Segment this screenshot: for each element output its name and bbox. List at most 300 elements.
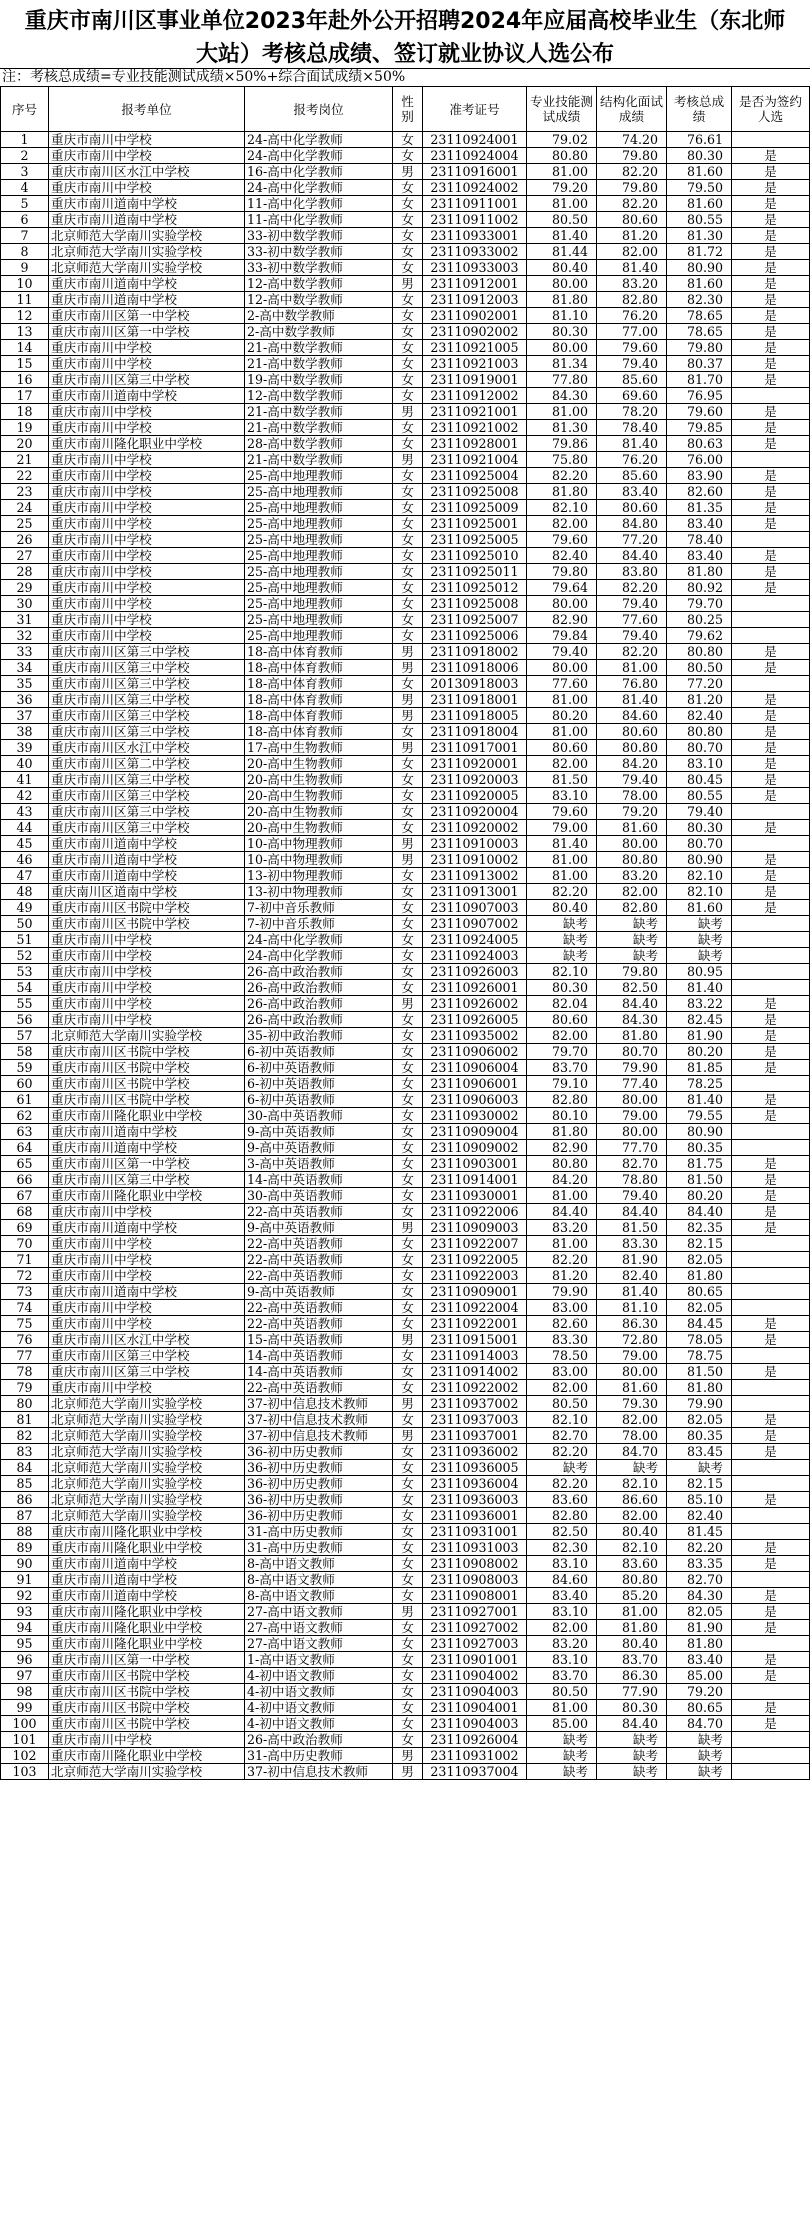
cell-signed: [732, 628, 810, 644]
cell-index: 57: [1, 1028, 49, 1044]
table-row: [1, 964, 810, 980]
cell-total-score: 缺考: [667, 948, 732, 964]
cell-gender: 女: [393, 900, 423, 916]
cell-skill-score: 81.40: [527, 228, 597, 244]
cell-interview-score: 82.20: [597, 644, 667, 660]
cell-signed: 是: [732, 276, 810, 292]
cell-total-score: 78.75: [667, 1348, 732, 1364]
cell-unit: 重庆市南川道南中学校: [49, 196, 245, 212]
cell-index: 26: [1, 532, 49, 548]
cell-index: 84: [1, 1460, 49, 1476]
cell-total-score: 81.85: [667, 1060, 732, 1076]
cell-index: 100: [1, 1716, 49, 1732]
cell-gender: 女: [393, 532, 423, 548]
table-row: [1, 516, 810, 532]
cell-total-score: 82.70: [667, 1572, 732, 1588]
cell-exam-id: 23110912001: [423, 276, 527, 292]
cell-gender: 女: [393, 516, 423, 532]
cell-unit: 重庆市南川中学校: [49, 468, 245, 484]
table-row: [1, 788, 810, 804]
cell-interview-score: 80.80: [597, 1572, 667, 1588]
cell-position: 26-高中政治教师: [245, 996, 393, 1012]
cell-skill-score: 82.80: [527, 1508, 597, 1524]
cell-position: 14-高中英语教师: [245, 1172, 393, 1188]
cell-position: 25-高中地理教师: [245, 516, 393, 532]
cell-signed: [732, 1284, 810, 1300]
cell-index: 12: [1, 308, 49, 324]
cell-skill-score: 81.80: [527, 292, 597, 308]
cell-signed: [732, 1348, 810, 1364]
cell-unit: 重庆市南川道南中学校: [49, 1284, 245, 1300]
cell-exam-id: 23110925006: [423, 628, 527, 644]
cell-index: 94: [1, 1620, 49, 1636]
cell-total-score: 76.61: [667, 132, 732, 148]
cell-total-score: 79.55: [667, 1108, 732, 1124]
cell-interview-score: 85.60: [597, 468, 667, 484]
cell-skill-score: 82.90: [527, 1140, 597, 1156]
cell-unit: 重庆市南川道南中学校: [49, 292, 245, 308]
table-row: [1, 356, 810, 372]
cell-position: 4-初中语文教师: [245, 1684, 393, 1700]
cell-index: 9: [1, 260, 49, 276]
cell-unit: 重庆市南川区书院中学校: [49, 1060, 245, 1076]
cell-interview-score: 72.80: [597, 1332, 667, 1348]
cell-position: 13-初中物理教师: [245, 884, 393, 900]
cell-skill-score: 83.30: [527, 1332, 597, 1348]
table-row: [1, 436, 810, 452]
cell-unit: 重庆市南川隆化职业中学校: [49, 1540, 245, 1556]
cell-interview-score: 83.30: [597, 1236, 667, 1252]
cell-gender: 女: [393, 292, 423, 308]
header-exam-id: 准考证号: [423, 87, 527, 132]
cell-total-score: 83.40: [667, 1652, 732, 1668]
cell-signed: 是: [732, 1060, 810, 1076]
cell-gender: 女: [393, 1652, 423, 1668]
cell-exam-id: 23110918001: [423, 692, 527, 708]
cell-signed: 是: [732, 868, 810, 884]
cell-position: 20-高中生物教师: [245, 772, 393, 788]
cell-exam-id: 23110924001: [423, 132, 527, 148]
cell-skill-score: 80.30: [527, 324, 597, 340]
table-row: [1, 1156, 810, 1172]
cell-skill-score: 83.10: [527, 1604, 597, 1620]
cell-unit: 北京师范大学南川实验学校: [49, 1492, 245, 1508]
cell-index: 86: [1, 1492, 49, 1508]
cell-unit: 北京师范大学南川实验学校: [49, 228, 245, 244]
cell-index: 6: [1, 212, 49, 228]
cell-exam-id: 23110919001: [423, 372, 527, 388]
cell-signed: [732, 532, 810, 548]
cell-interview-score: 82.80: [597, 900, 667, 916]
cell-signed: 是: [732, 884, 810, 900]
cell-skill-score: 82.50: [527, 1524, 597, 1540]
cell-position: 12-高中数学教师: [245, 388, 393, 404]
cell-unit: 重庆市南川区第三中学校: [49, 692, 245, 708]
cell-index: 45: [1, 836, 49, 852]
cell-signed: [732, 1476, 810, 1492]
cell-unit: 重庆市南川中学校: [49, 1252, 245, 1268]
cell-interview-score: 84.40: [597, 1204, 667, 1220]
cell-exam-id: 23110928001: [423, 436, 527, 452]
cell-unit: 重庆市南川区第三中学校: [49, 804, 245, 820]
cell-unit: 重庆市南川中学校: [49, 500, 245, 516]
cell-gender: 女: [393, 1636, 423, 1652]
formula-note: 注：考核总成绩=专业技能测试成绩×50%+综合面试成绩×50%: [0, 68, 810, 86]
cell-total-score: 82.30: [667, 292, 732, 308]
cell-signed: 是: [732, 1428, 810, 1444]
cell-skill-score: 82.20: [527, 1476, 597, 1492]
cell-total-score: 82.40: [667, 708, 732, 724]
cell-unit: 重庆市南川区第一中学校: [49, 1652, 245, 1668]
cell-skill-score: 80.20: [527, 708, 597, 724]
cell-index: 98: [1, 1684, 49, 1700]
cell-gender: 女: [393, 676, 423, 692]
cell-exam-id: 23110908003: [423, 1572, 527, 1588]
cell-signed: [732, 804, 810, 820]
cell-skill-score: 82.20: [527, 884, 597, 900]
cell-gender: 女: [393, 356, 423, 372]
cell-position: 8-高中语文教师: [245, 1588, 393, 1604]
cell-index: 58: [1, 1044, 49, 1060]
cell-signed: [732, 612, 810, 628]
cell-exam-id: 23110907003: [423, 900, 527, 916]
cell-total-score: 81.60: [667, 164, 732, 180]
cell-position: 33-初中数学教师: [245, 244, 393, 260]
cell-gender: 女: [393, 1588, 423, 1604]
cell-gender: 女: [393, 1092, 423, 1108]
cell-exam-id: 23110931003: [423, 1540, 527, 1556]
table-row: [1, 1668, 810, 1684]
cell-skill-score: 80.00: [527, 340, 597, 356]
cell-total-score: 缺考: [667, 1732, 732, 1748]
cell-interview-score: 84.20: [597, 756, 667, 772]
table-row: [1, 196, 810, 212]
cell-signed: 是: [732, 1012, 810, 1028]
cell-index: 29: [1, 580, 49, 596]
cell-position: 26-高中政治教师: [245, 964, 393, 980]
cell-unit: 重庆市南川区书院中学校: [49, 1700, 245, 1716]
cell-signed: 是: [732, 308, 810, 324]
cell-position: 20-高中生物教师: [245, 804, 393, 820]
cell-position: 20-高中生物教师: [245, 820, 393, 836]
table-row: [1, 868, 810, 884]
cell-total-score: 81.60: [667, 196, 732, 212]
cell-total-score: 82.20: [667, 1540, 732, 1556]
cell-exam-id: 23110925012: [423, 580, 527, 596]
table-row: [1, 260, 810, 276]
cell-exam-id: 23110931001: [423, 1524, 527, 1540]
cell-gender: 女: [393, 1140, 423, 1156]
cell-interview-score: 缺考: [597, 948, 667, 964]
cell-index: 23: [1, 484, 49, 500]
cell-total-score: 80.20: [667, 1044, 732, 1060]
cell-skill-score: 81.00: [527, 164, 597, 180]
cell-skill-score: 84.60: [527, 1572, 597, 1588]
cell-skill-score: 80.60: [527, 740, 597, 756]
cell-total-score: 84.45: [667, 1316, 732, 1332]
cell-interview-score: 76.20: [597, 308, 667, 324]
cell-total-score: 81.70: [667, 372, 732, 388]
cell-skill-score: 81.20: [527, 1268, 597, 1284]
cell-signed: 是: [732, 468, 810, 484]
header-total-score: 考核总成绩: [667, 87, 732, 132]
cell-signed: 是: [732, 1092, 810, 1108]
cell-gender: 女: [393, 1300, 423, 1316]
cell-index: 34: [1, 660, 49, 676]
cell-total-score: 81.60: [667, 900, 732, 916]
cell-index: 17: [1, 388, 49, 404]
cell-index: 16: [1, 372, 49, 388]
cell-unit: 重庆市南川中学校: [49, 1300, 245, 1316]
cell-interview-score: 79.40: [597, 628, 667, 644]
cell-signed: [732, 1396, 810, 1412]
cell-index: 53: [1, 964, 49, 980]
cell-position: 18-高中体育教师: [245, 708, 393, 724]
cell-exam-id: 23110921005: [423, 340, 527, 356]
cell-total-score: 81.40: [667, 980, 732, 996]
cell-index: 85: [1, 1476, 49, 1492]
cell-unit: 重庆市南川区第三中学校: [49, 820, 245, 836]
cell-interview-score: 81.40: [597, 436, 667, 452]
cell-position: 22-高中英语教师: [245, 1316, 393, 1332]
cell-index: 50: [1, 916, 49, 932]
cell-total-score: 80.37: [667, 356, 732, 372]
cell-interview-score: 80.80: [597, 740, 667, 756]
cell-total-score: 81.80: [667, 1636, 732, 1652]
cell-signed: 是: [732, 564, 810, 580]
cell-gender: 女: [393, 1620, 423, 1636]
cell-unit: 北京师范大学南川实验学校: [49, 1764, 245, 1780]
cell-index: 13: [1, 324, 49, 340]
table-row: [1, 644, 810, 660]
cell-position: 31-高中历史教师: [245, 1540, 393, 1556]
cell-gender: 男: [393, 1396, 423, 1412]
table-row: [1, 1060, 810, 1076]
cell-signed: [732, 1300, 810, 1316]
cell-exam-id: 23110926002: [423, 996, 527, 1012]
cell-skill-score: 81.00: [527, 196, 597, 212]
cell-exam-id: 23110913001: [423, 884, 527, 900]
table-row: [1, 820, 810, 836]
cell-position: 15-高中英语教师: [245, 1332, 393, 1348]
cell-exam-id: 23110926005: [423, 1012, 527, 1028]
table-row: [1, 468, 810, 484]
cell-exam-id: 23110910002: [423, 852, 527, 868]
table-row: [1, 1300, 810, 1316]
cell-signed: [732, 1684, 810, 1700]
table-row: [1, 420, 810, 436]
cell-interview-score: 79.00: [597, 1108, 667, 1124]
cell-gender: 男: [393, 740, 423, 756]
cell-signed: 是: [732, 788, 810, 804]
cell-unit: 北京师范大学南川实验学校: [49, 1428, 245, 1444]
cell-gender: 女: [393, 228, 423, 244]
cell-interview-score: 缺考: [597, 1764, 667, 1780]
cell-gender: 女: [393, 788, 423, 804]
cell-exam-id: 23110921004: [423, 452, 527, 468]
cell-exam-id: 23110926001: [423, 980, 527, 996]
cell-interview-score: 80.60: [597, 500, 667, 516]
cell-gender: 女: [393, 1412, 423, 1428]
cell-index: 75: [1, 1316, 49, 1332]
table-row: [1, 1188, 810, 1204]
cell-interview-score: 78.00: [597, 788, 667, 804]
table-row: [1, 836, 810, 852]
table-row: [1, 724, 810, 740]
cell-exam-id: 23110904001: [423, 1700, 527, 1716]
cell-exam-id: 23110918005: [423, 708, 527, 724]
cell-position: 22-高中英语教师: [245, 1236, 393, 1252]
cell-position: 11-高中化学教师: [245, 196, 393, 212]
cell-total-score: 79.90: [667, 1396, 732, 1412]
cell-position: 27-高中语文教师: [245, 1636, 393, 1652]
cell-interview-score: 82.20: [597, 164, 667, 180]
cell-exam-id: 23110920005: [423, 788, 527, 804]
cell-position: 26-高中政治教师: [245, 1012, 393, 1028]
cell-exam-id: 23110904003: [423, 1684, 527, 1700]
cell-signed: [732, 1524, 810, 1540]
cell-unit: 重庆市南川中学校: [49, 1380, 245, 1396]
cell-interview-score: 80.40: [597, 1636, 667, 1652]
cell-position: 37-初中信息技术教师: [245, 1396, 393, 1412]
cell-position: 22-高中英语教师: [245, 1380, 393, 1396]
cell-total-score: 81.72: [667, 244, 732, 260]
cell-position: 36-初中历史教师: [245, 1444, 393, 1460]
cell-gender: 女: [393, 308, 423, 324]
cell-exam-id: 23110925007: [423, 612, 527, 628]
cell-interview-score: 79.80: [597, 180, 667, 196]
cell-unit: 重庆市南川区书院中学校: [49, 900, 245, 916]
cell-gender: 女: [393, 932, 423, 948]
table-row: [1, 452, 810, 468]
cell-position: 36-初中历史教师: [245, 1460, 393, 1476]
table-row: [1, 1220, 810, 1236]
cell-interview-score: 83.60: [597, 1556, 667, 1572]
cell-index: 87: [1, 1508, 49, 1524]
cell-total-score: 81.80: [667, 1268, 732, 1284]
cell-skill-score: 81.00: [527, 868, 597, 884]
cell-index: 30: [1, 596, 49, 612]
cell-index: 31: [1, 612, 49, 628]
cell-exam-id: 23110930002: [423, 1108, 527, 1124]
cell-total-score: 80.65: [667, 1700, 732, 1716]
cell-interview-score: 77.00: [597, 324, 667, 340]
table-row: [1, 1044, 810, 1060]
cell-total-score: 76.95: [667, 388, 732, 404]
cell-gender: 女: [393, 804, 423, 820]
cell-gender: 女: [393, 340, 423, 356]
cell-exam-id: 23110937003: [423, 1412, 527, 1428]
cell-unit: 重庆市南川区第三中学校: [49, 788, 245, 804]
cell-index: 66: [1, 1172, 49, 1188]
cell-position: 6-初中英语教师: [245, 1092, 393, 1108]
cell-exam-id: 23110920003: [423, 772, 527, 788]
cell-total-score: 81.90: [667, 1028, 732, 1044]
cell-interview-score: 82.40: [597, 1268, 667, 1284]
cell-total-score: 80.90: [667, 260, 732, 276]
cell-exam-id: 23110920002: [423, 820, 527, 836]
table-row: [1, 932, 810, 948]
table-row: [1, 1716, 810, 1732]
cell-unit: 北京师范大学南川实验学校: [49, 1444, 245, 1460]
cell-gender: 男: [393, 660, 423, 676]
cell-signed: 是: [732, 708, 810, 724]
cell-index: 61: [1, 1092, 49, 1108]
cell-skill-score: 80.00: [527, 276, 597, 292]
cell-unit: 重庆市南川中学校: [49, 404, 245, 420]
table-row: [1, 228, 810, 244]
cell-interview-score: 86.30: [597, 1668, 667, 1684]
cell-index: 14: [1, 340, 49, 356]
cell-skill-score: 83.10: [527, 1556, 597, 1572]
cell-unit: 重庆市南川隆化职业中学校: [49, 1748, 245, 1764]
cell-signed: [732, 1268, 810, 1284]
cell-gender: 女: [393, 1236, 423, 1252]
cell-total-score: 82.05: [667, 1300, 732, 1316]
cell-signed: [732, 1732, 810, 1748]
cell-interview-score: 82.50: [597, 980, 667, 996]
cell-index: 11: [1, 292, 49, 308]
table-row: [1, 276, 810, 292]
cell-index: 35: [1, 676, 49, 692]
cell-index: 67: [1, 1188, 49, 1204]
cell-signed: [732, 916, 810, 932]
cell-skill-score: 82.20: [527, 1252, 597, 1268]
table-row: [1, 340, 810, 356]
cell-position: 30-高中英语教师: [245, 1188, 393, 1204]
table-row: [1, 1444, 810, 1460]
cell-exam-id: 23110902002: [423, 324, 527, 340]
cell-gender: 女: [393, 260, 423, 276]
cell-unit: 重庆市南川中学校: [49, 596, 245, 612]
cell-position: 25-高中地理教师: [245, 596, 393, 612]
cell-unit: 重庆市南川区第三中学校: [49, 660, 245, 676]
cell-exam-id: 23110926004: [423, 1732, 527, 1748]
cell-total-score: 78.65: [667, 324, 732, 340]
cell-unit: 重庆市南川区水江中学校: [49, 164, 245, 180]
cell-skill-score: 75.80: [527, 452, 597, 468]
cell-exam-id: 23110935002: [423, 1028, 527, 1044]
cell-skill-score: 79.02: [527, 132, 597, 148]
table-row: [1, 404, 810, 420]
header-position: 报考岗位: [245, 87, 393, 132]
cell-skill-score: 79.60: [527, 532, 597, 548]
cell-index: 18: [1, 404, 49, 420]
cell-position: 9-高中英语教师: [245, 1140, 393, 1156]
cell-exam-id: 23110925009: [423, 500, 527, 516]
cell-skill-score: 77.60: [527, 676, 597, 692]
cell-total-score: 82.45: [667, 1012, 732, 1028]
cell-exam-id: 23110917001: [423, 740, 527, 756]
cell-interview-score: 77.40: [597, 1076, 667, 1092]
cell-position: 24-高中化学教师: [245, 132, 393, 148]
cell-exam-id: 23110925001: [423, 516, 527, 532]
cell-skill-score: 79.80: [527, 564, 597, 580]
cell-position: 21-高中数学教师: [245, 356, 393, 372]
cell-index: 42: [1, 788, 49, 804]
table-row: [1, 756, 810, 772]
cell-position: 11-高中化学教师: [245, 212, 393, 228]
cell-unit: 重庆市南川中学校: [49, 484, 245, 500]
cell-position: 18-高中体育教师: [245, 676, 393, 692]
cell-skill-score: 82.10: [527, 1412, 597, 1428]
cell-gender: 女: [393, 324, 423, 340]
cell-signed: 是: [732, 820, 810, 836]
cell-interview-score: 78.40: [597, 420, 667, 436]
table-row: [1, 500, 810, 516]
cell-signed: [732, 932, 810, 948]
cell-gender: 男: [393, 404, 423, 420]
